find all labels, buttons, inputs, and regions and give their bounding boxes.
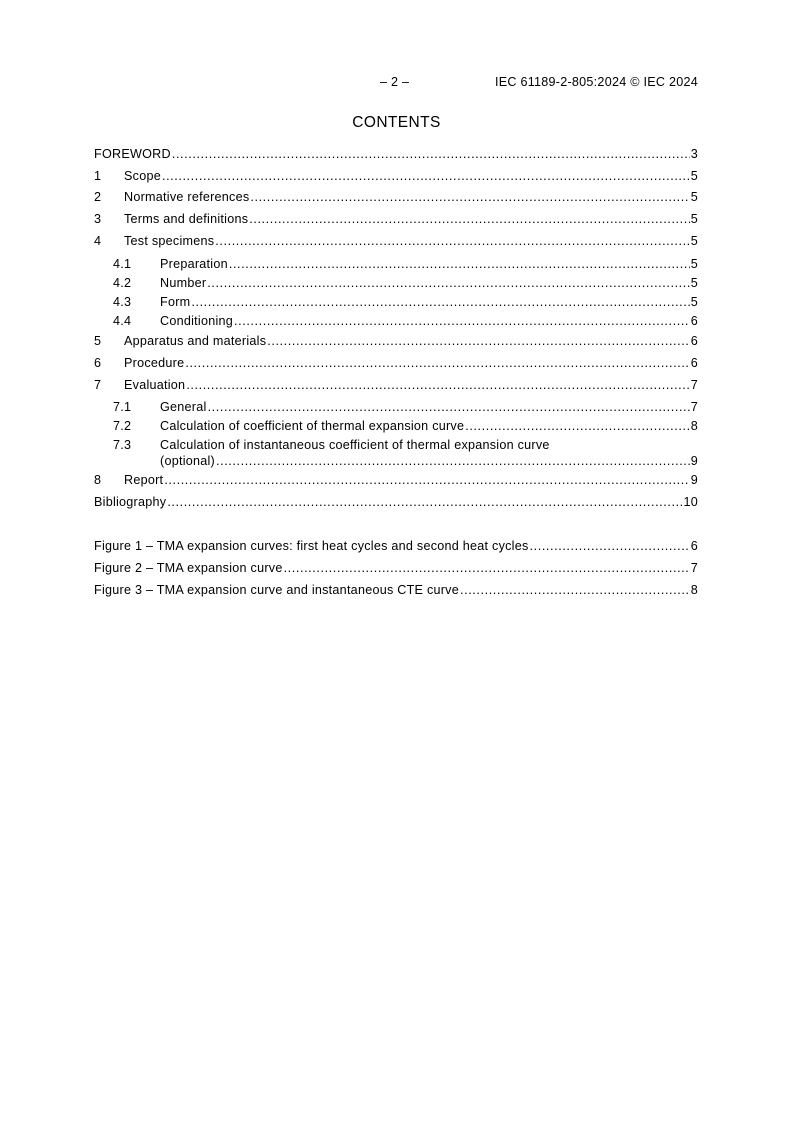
- toc-entry-procedure[interactable]: [94, 355, 698, 371]
- figure-page-number: 8: [690, 583, 698, 597]
- figure-entry-2[interactable]: [94, 560, 698, 576]
- toc-entry-number: 4: [94, 234, 102, 248]
- toc-page-number: 5: [690, 276, 698, 290]
- toc-entry-number: 2: [94, 190, 102, 204]
- dot-leader: [229, 256, 690, 272]
- toc-entry-evaluation[interactable]: [94, 377, 698, 393]
- toc-page-number: 5: [690, 295, 698, 309]
- toc-entry-terms-and-definitions[interactable]: [94, 211, 698, 227]
- toc-entry-number: 1: [94, 169, 102, 183]
- dot-leader: [284, 560, 690, 576]
- toc-entry-title: Test specimens: [124, 234, 215, 248]
- toc-entry-number: 4.3: [113, 295, 132, 309]
- toc-entry-calculation-cte-curve[interactable]: [94, 418, 698, 434]
- toc-entry-preparation[interactable]: [94, 256, 698, 272]
- document-id: IEC 61189-2-805:2024 © IEC 2024: [494, 75, 698, 89]
- toc-entry-number: 4.1: [113, 257, 132, 271]
- page-number: – 2 –: [380, 75, 410, 89]
- figure-entry-3[interactable]: [94, 582, 698, 598]
- figure-entry-1[interactable]: [94, 538, 698, 554]
- toc-entry-form[interactable]: [94, 294, 698, 310]
- toc-entry-general[interactable]: [94, 399, 698, 415]
- dot-leader: [191, 294, 689, 310]
- toc-entry-title: Number: [160, 276, 207, 290]
- toc-page-number: 6: [690, 314, 698, 328]
- toc-entry-title: Procedure: [124, 356, 185, 370]
- dot-leader: [460, 582, 690, 598]
- dot-leader: [249, 211, 689, 227]
- dot-leader: [172, 146, 690, 162]
- dot-leader: [167, 494, 682, 510]
- toc-entry-normative-references[interactable]: [94, 189, 698, 205]
- toc-entry-test-specimens[interactable]: [94, 233, 698, 249]
- figure-page-number: 7: [690, 561, 698, 575]
- toc-page-number: 5: [690, 257, 698, 271]
- toc-page-number: 9: [690, 454, 698, 468]
- toc-entry-number: 8: [94, 473, 102, 487]
- toc-page-number: 5: [690, 190, 698, 204]
- toc-page-number: 7: [690, 378, 698, 392]
- toc-entry-bibliography[interactable]: [94, 494, 698, 510]
- toc-page-number: 5: [690, 212, 698, 226]
- toc-entry-number: 7: [94, 378, 102, 392]
- dot-leader: [234, 313, 690, 329]
- toc-entry-conditioning[interactable]: [94, 313, 698, 329]
- dot-leader: [250, 189, 689, 205]
- figure-page-number: 6: [690, 539, 698, 553]
- toc-entry-number: 6: [94, 356, 102, 370]
- toc-entry-number: 7.1: [113, 400, 132, 414]
- dot-leader: [215, 233, 689, 249]
- dot-leader: [186, 377, 689, 393]
- toc-page-number: 3: [690, 147, 698, 161]
- toc-page-number: 7: [690, 400, 698, 414]
- toc-entry-report[interactable]: [94, 472, 698, 488]
- toc-entry-title: FOREWORD: [94, 147, 171, 161]
- toc-page-number: 5: [690, 234, 698, 248]
- toc-entry-apparatus-and-materials[interactable]: [94, 333, 698, 349]
- toc-entry-foreword[interactable]: [94, 146, 698, 162]
- toc-entry-title: Normative references: [124, 190, 250, 204]
- dot-leader: [267, 333, 689, 349]
- dot-leader: [207, 275, 689, 291]
- toc-entry-number: 7.2: [113, 419, 132, 433]
- toc-entry-title: Terms and definitions: [124, 212, 249, 226]
- running-header: [380, 75, 698, 91]
- dot-leader: [530, 538, 690, 554]
- dot-leader: [162, 168, 690, 184]
- toc-entry-title: Form: [160, 295, 191, 309]
- toc-page-number: 8: [690, 419, 698, 433]
- toc-entry-title: Calculation of coefficient of thermal expansion curve: [160, 419, 465, 433]
- toc-page-number: 6: [690, 356, 698, 370]
- page-title: CONTENTS: [352, 114, 441, 131]
- toc-entry-title: Preparation: [160, 257, 228, 271]
- figure-entry-title: Figure 2 – TMA expansion curve: [94, 561, 283, 575]
- toc-entry-scope[interactable]: [94, 168, 698, 184]
- toc-entry-title: Bibliography: [94, 495, 167, 509]
- toc-entry-number: 4.4: [113, 314, 132, 328]
- toc-entry-title: Conditioning: [160, 314, 234, 328]
- toc-entry-title: Evaluation: [124, 378, 186, 392]
- toc-entry-number: 5: [94, 334, 102, 348]
- toc-page-number: 10: [683, 495, 698, 509]
- toc-page-number: 6: [690, 334, 698, 348]
- toc-entry-number: 7.3: [113, 438, 132, 452]
- toc-page-number: 9: [690, 473, 698, 487]
- toc-entry-title-line1: Calculation of instantaneous coefficient of thermal expansion curve: [160, 438, 550, 452]
- toc-entry-title: Scope: [124, 169, 161, 183]
- toc-entry-title: Report: [124, 473, 164, 487]
- dot-leader: [185, 355, 689, 371]
- toc-entry-calculation-instantaneous-cte[interactable]: [94, 437, 698, 469]
- dot-leader: [216, 453, 690, 469]
- toc-entry-title: General: [160, 400, 207, 414]
- toc-page-number: 5: [690, 169, 698, 183]
- toc-entry-number-section[interactable]: [94, 275, 698, 291]
- dot-leader: [164, 472, 689, 488]
- toc-entry-number: 4.2: [113, 276, 132, 290]
- toc-entry-title: Apparatus and materials: [124, 334, 267, 348]
- dot-leader: [465, 418, 690, 434]
- dot-leader: [208, 399, 690, 415]
- toc-entry-number: 3: [94, 212, 102, 226]
- figure-entry-title: Figure 1 – TMA expansion curves: first heat cycles and second heat cycles: [94, 539, 529, 553]
- toc-entry-title: (optional): [160, 454, 216, 468]
- figure-entry-title: Figure 3 – TMA expansion curve and instantaneous CTE curve: [94, 583, 459, 597]
